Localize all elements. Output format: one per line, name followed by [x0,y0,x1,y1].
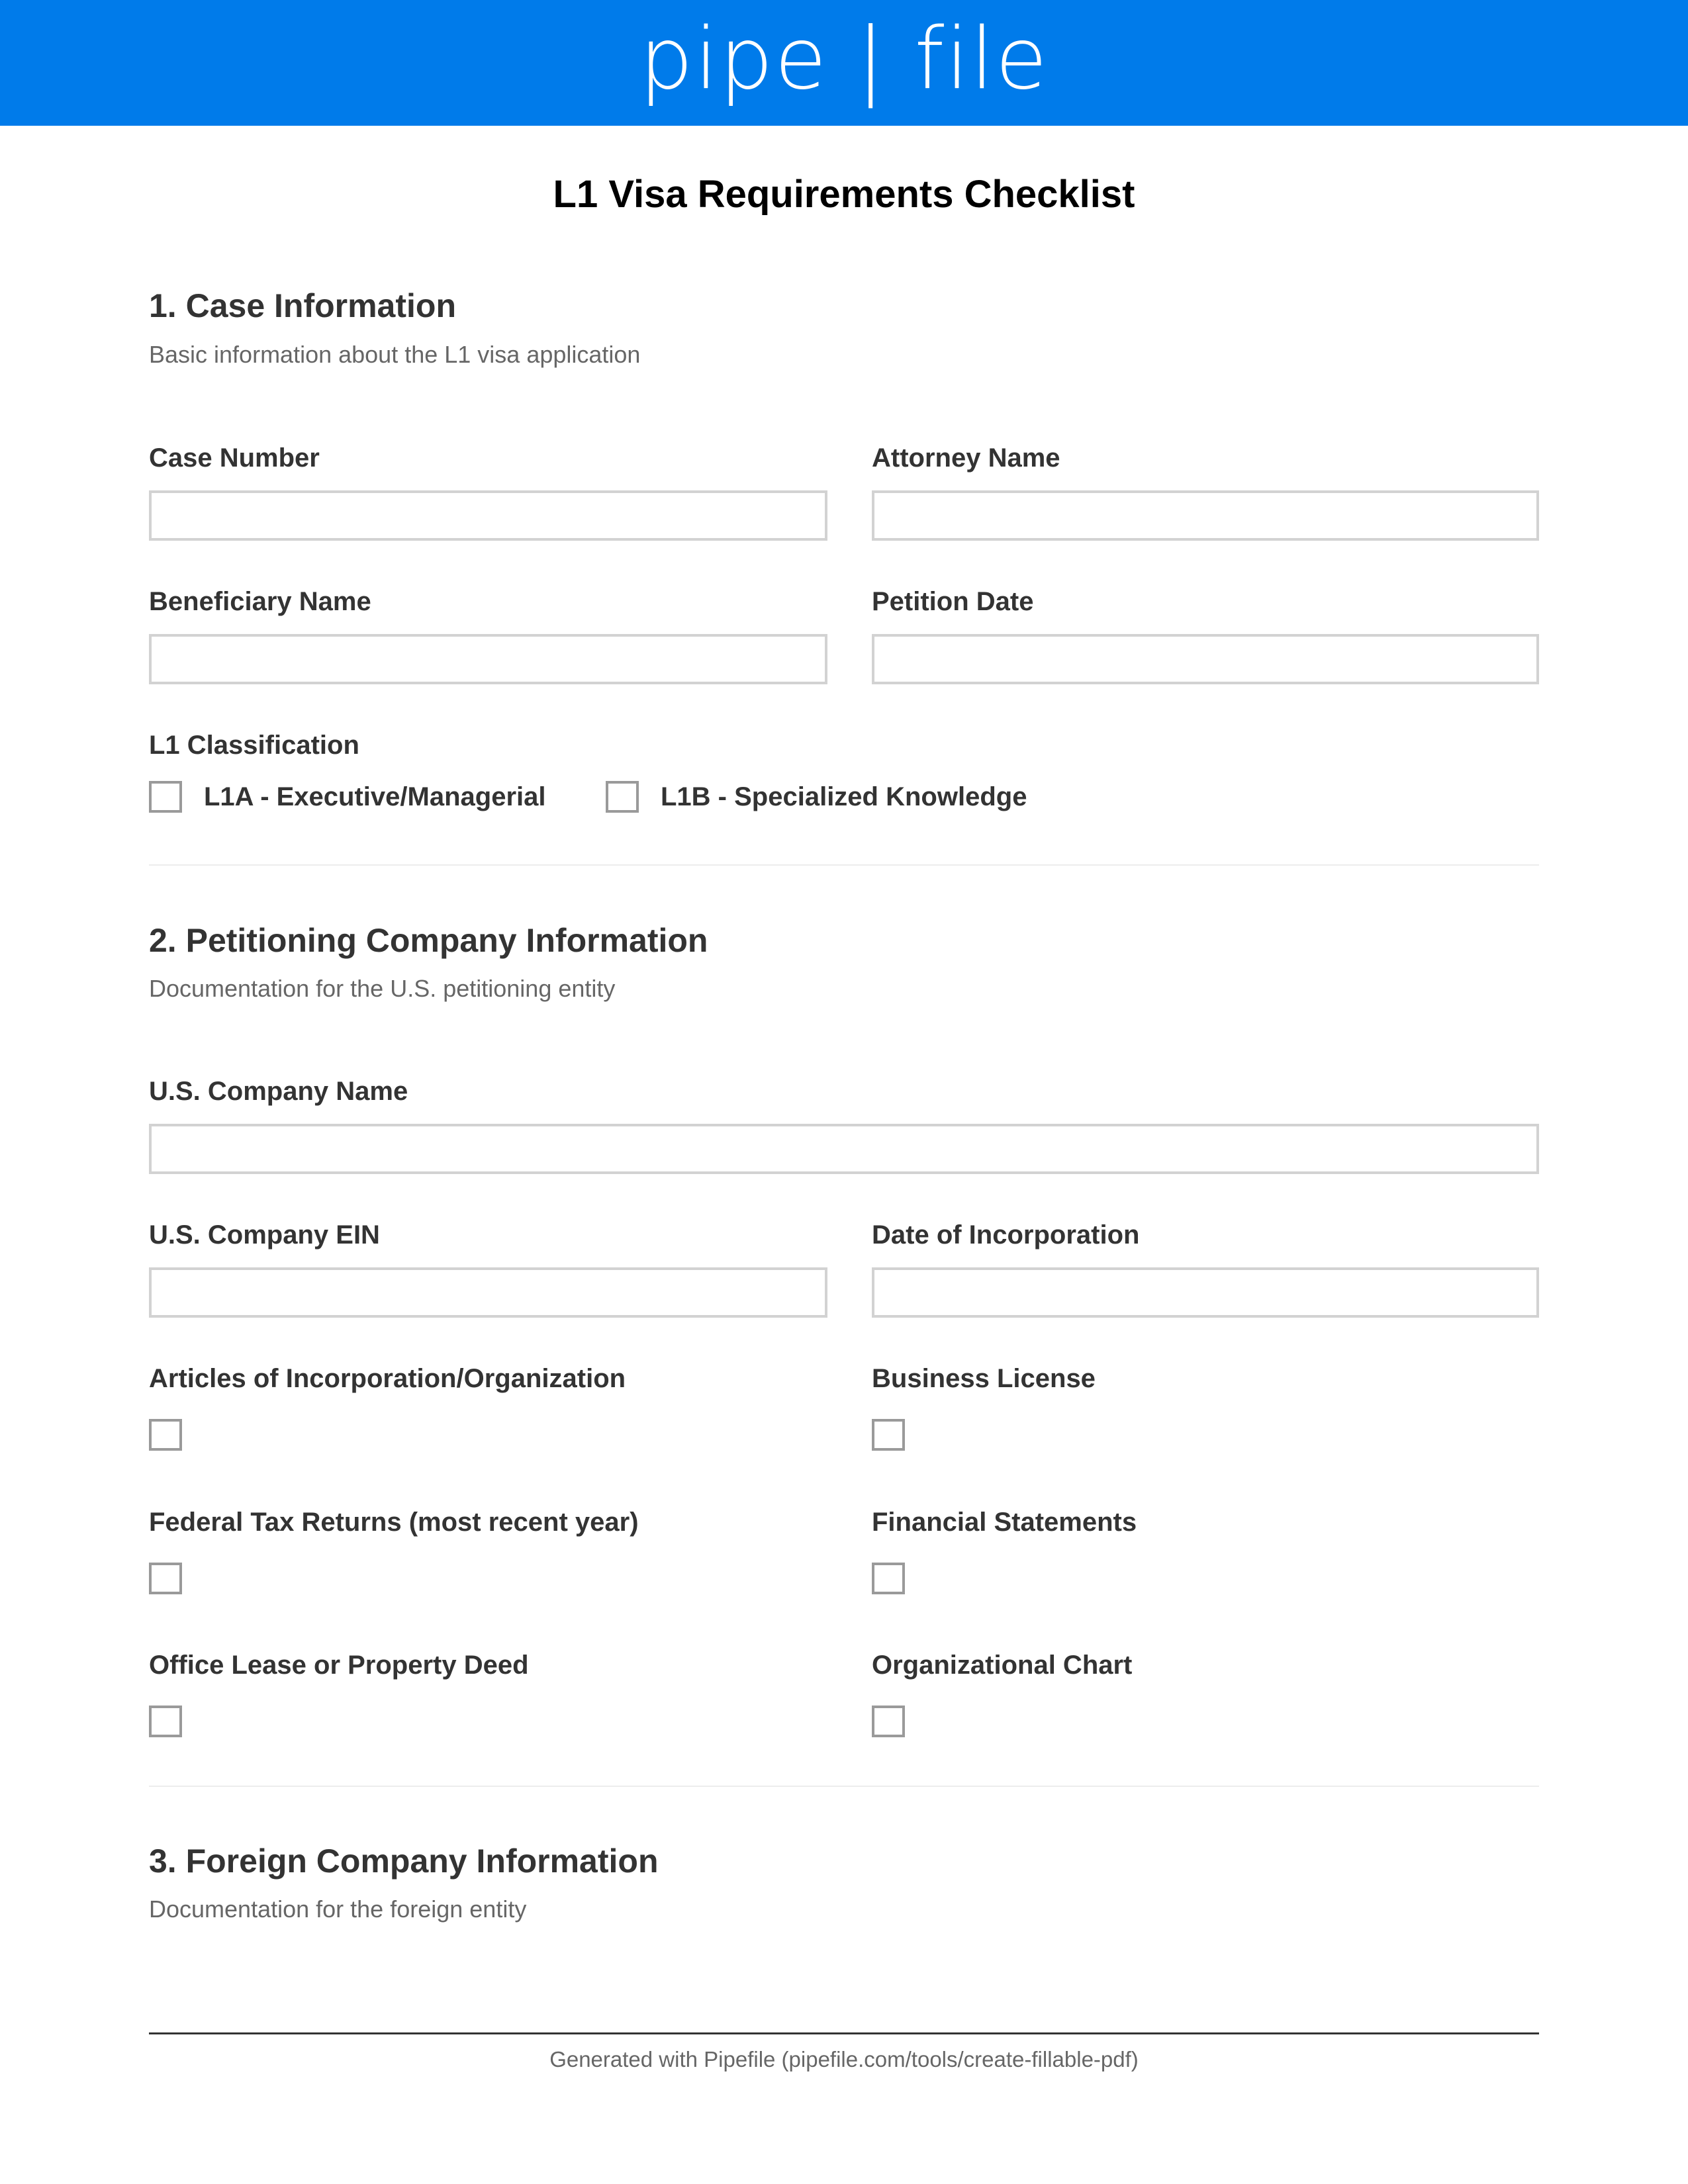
brand-header [0,0,1688,126]
section-divider [149,1786,1539,1787]
articles-checkbox[interactable] [149,1419,182,1451]
articles-label: Articles of Incorporation/Organization [149,1364,626,1393]
financial-statements-checkbox[interactable] [872,1563,905,1594]
company-ein-input[interactable] [149,1267,827,1318]
tax-returns-label: Federal Tax Returns (most recent year) [149,1508,639,1537]
section-3-title: 3. Foreign Company Information [149,1843,659,1880]
l1a-checkbox[interactable] [149,781,182,813]
l1b-option-label: L1B - Specialized Knowledge [661,782,1027,811]
l1b-checkbox[interactable] [606,781,639,813]
pipefile-logo: pipe | file [639,10,1049,109]
footer-rule [149,2032,1539,2034]
attorney-name-input[interactable] [872,490,1539,541]
section-1-title: 1. Case Information [149,287,456,324]
document-title: L1 Visa Requirements Checklist [553,173,1135,216]
l1-classification-label: L1 Classification [149,731,359,760]
org-chart-checkbox[interactable] [872,1706,905,1737]
incorporation-date-input[interactable] [872,1267,1539,1318]
section-3-description: Documentation for the foreign entity [149,1895,527,1923]
attorney-name-label: Attorney Name [872,443,1060,473]
tax-returns-checkbox[interactable] [149,1563,182,1594]
beneficiary-name-input[interactable] [149,634,827,684]
case-number-label: Case Number [149,443,320,473]
org-chart-label: Organizational Chart [872,1651,1133,1680]
financial-statements-label: Financial Statements [872,1508,1137,1537]
office-lease-label: Office Lease or Property Deed [149,1651,529,1680]
section-2-title: 2. Petitioning Company Information [149,922,708,959]
section-divider [149,864,1539,866]
section-2-description: Documentation for the U.S. petitioning entity [149,975,616,1002]
section-1-description: Basic information about the L1 visa application [149,341,641,368]
beneficiary-name-label: Beneficiary Name [149,587,371,616]
petition-date-input[interactable] [872,634,1539,684]
office-lease-checkbox[interactable] [149,1706,182,1737]
company-ein-label: U.S. Company EIN [149,1220,380,1250]
case-number-input[interactable] [149,490,827,541]
l1a-option-label: L1A - Executive/Managerial [204,782,546,811]
incorporation-date-label: Date of Incorporation [872,1220,1140,1250]
company-name-input[interactable] [149,1124,1539,1174]
petition-date-label: Petition Date [872,587,1034,616]
footer-text: Generated with Pipefile (pipefile.com/tools/create-fillable-pdf) [549,2047,1139,2071]
business-license-checkbox[interactable] [872,1419,905,1451]
company-name-label: U.S. Company Name [149,1077,408,1106]
business-license-label: Business License [872,1364,1096,1393]
